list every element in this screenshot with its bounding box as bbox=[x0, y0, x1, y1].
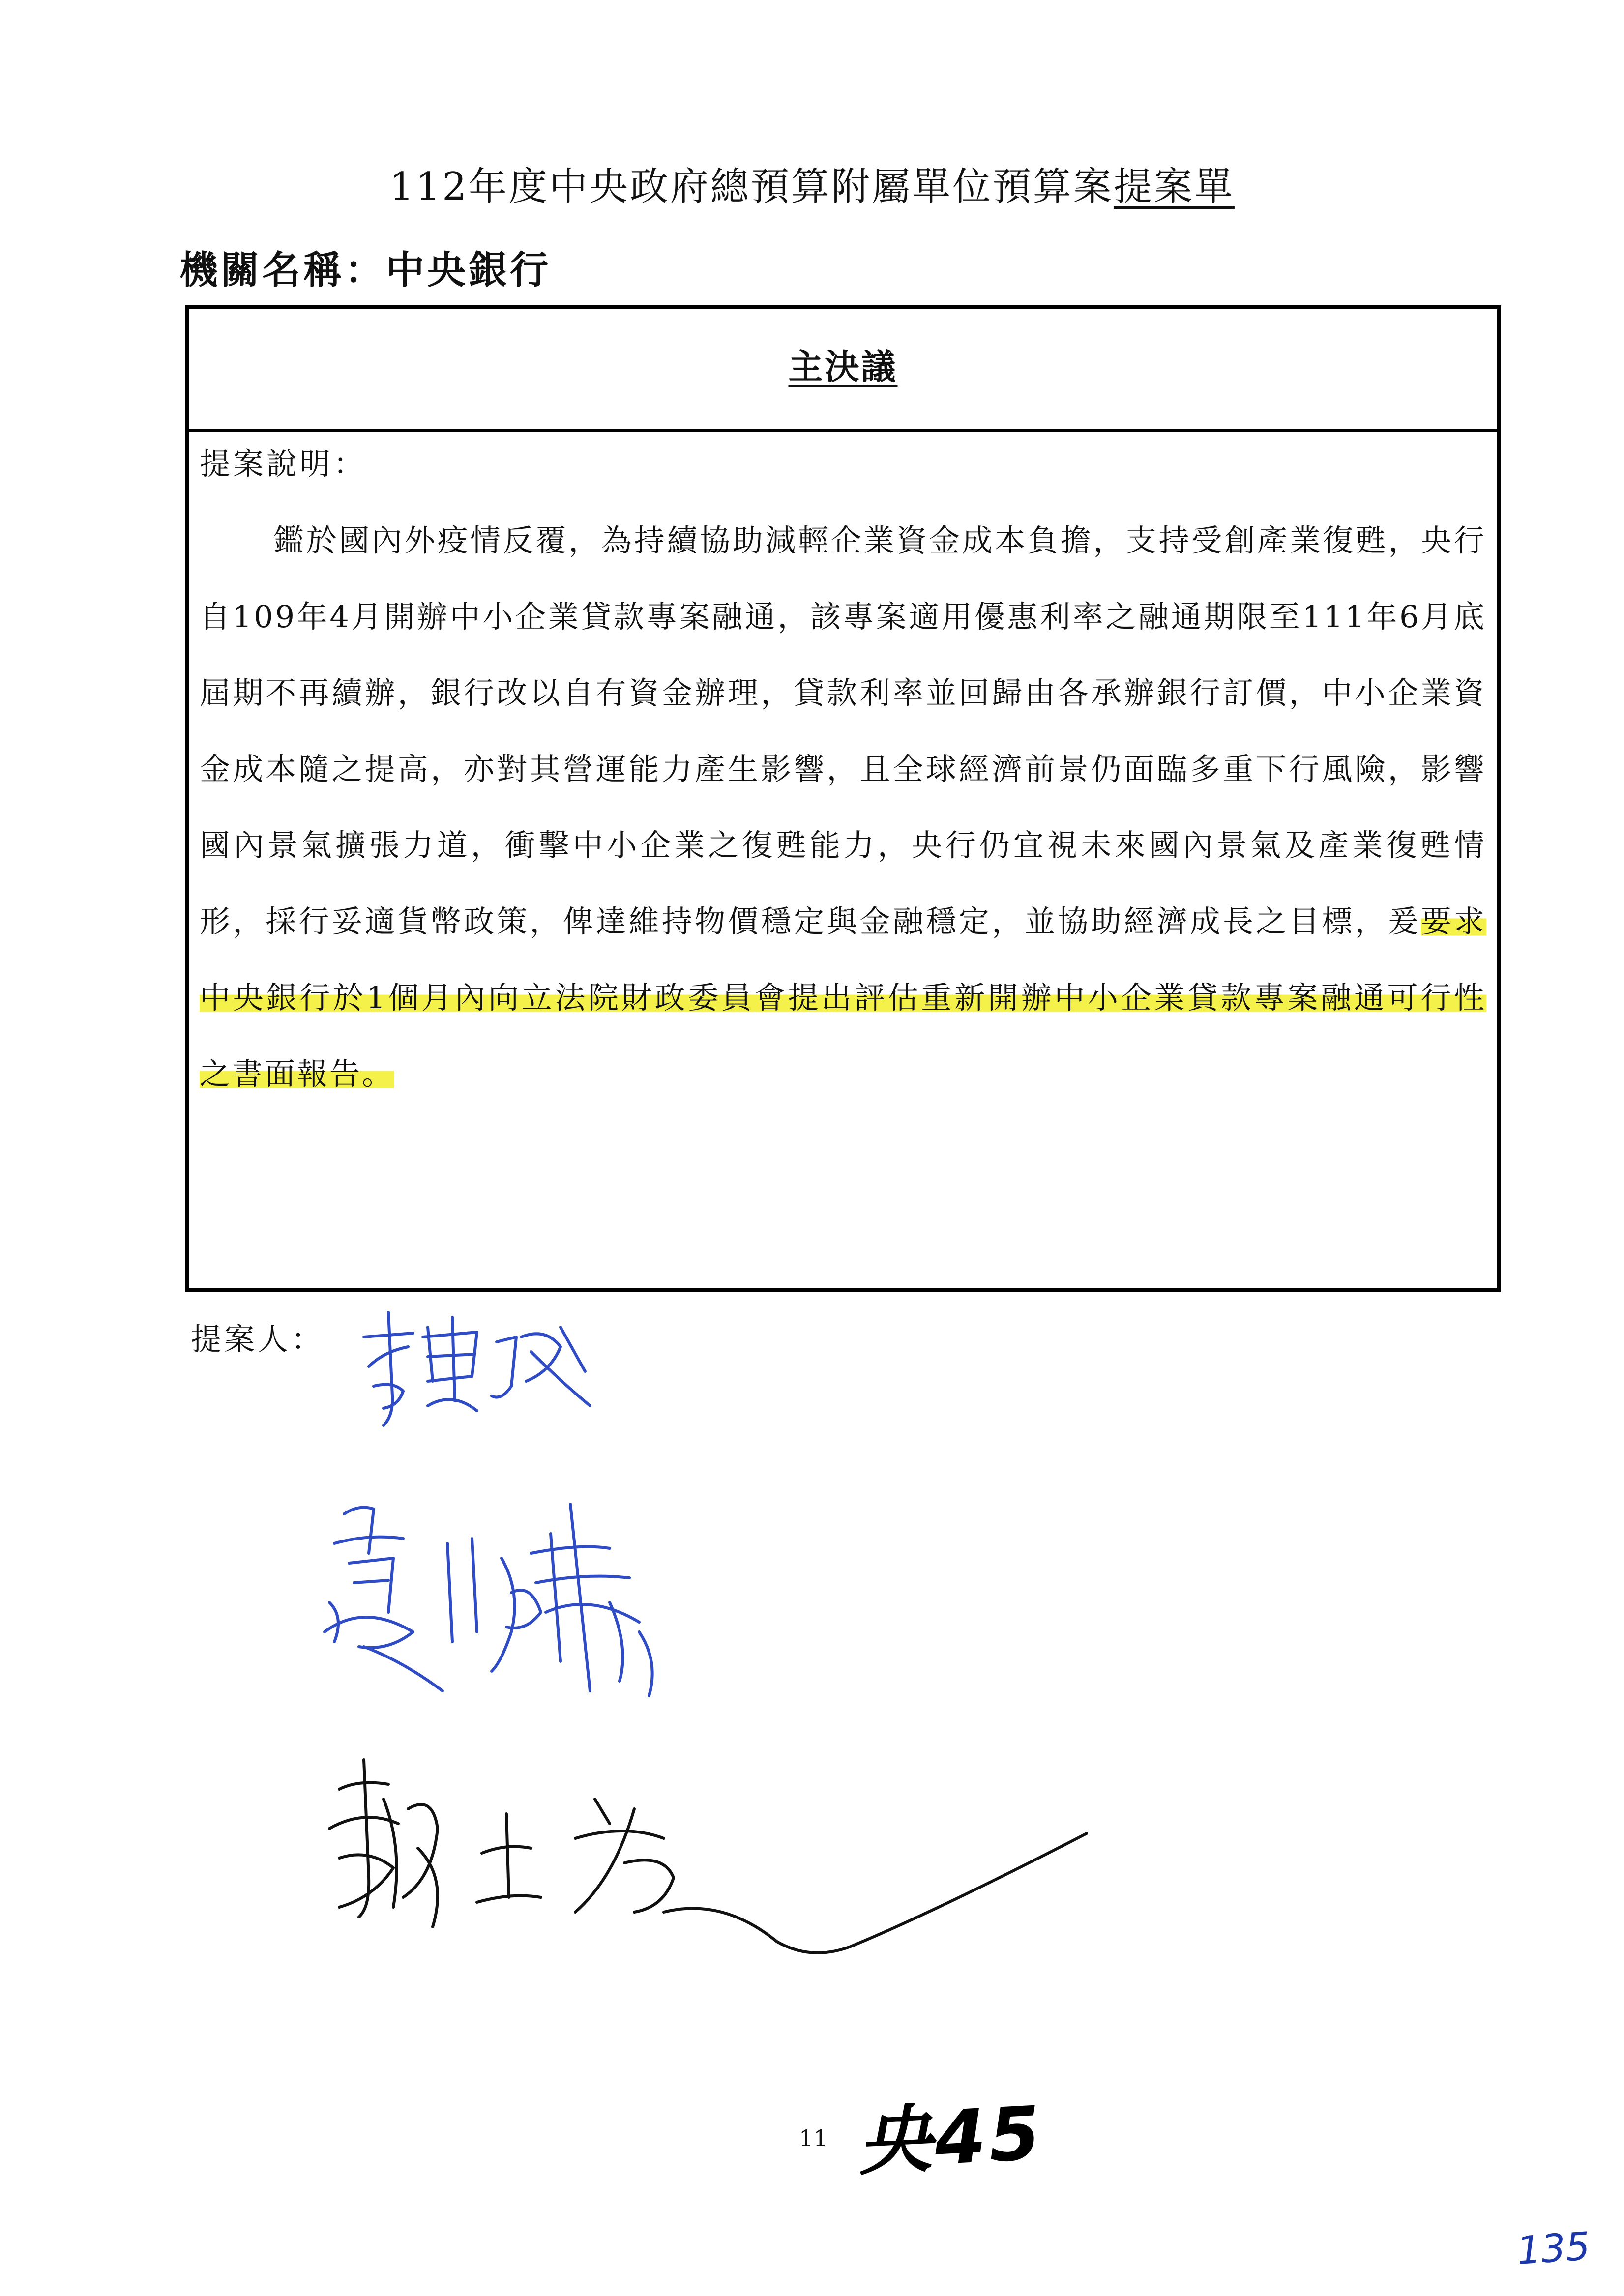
signature-1 bbox=[354, 1308, 610, 1445]
explanation-area bbox=[189, 432, 1497, 1288]
page-number: 11 bbox=[799, 2125, 828, 2151]
resolution-row bbox=[189, 309, 1497, 432]
corner-page-number: 135 bbox=[1515, 2224, 1592, 2274]
handwritten-stamp: 央45 bbox=[856, 2091, 1046, 2186]
resolution-heading: 主決議 bbox=[788, 347, 898, 387]
signature-3 bbox=[320, 1750, 1096, 1996]
proposer-label: 提案人： bbox=[191, 1321, 325, 1357]
proposal-frame bbox=[185, 305, 1501, 1292]
explanation-text bbox=[200, 502, 1486, 1112]
agency-name: 機關名稱：中央銀行 bbox=[179, 248, 552, 292]
signature-2 bbox=[315, 1484, 708, 1711]
explanation-plain: 鑑於國內外疫情反覆，為持續協助減輕企業資金成本負擔，支持受創產業復甦，央行自109年4月開辦中小企業貸款專案融通，該專案適用優惠利率之融通期限至111年6月底屆期不再續辦，銀行改以自有資金辦理，貸款利率並回歸由各承辦銀行訂價，中小企業資金成本隨之提高，亦對其營運能力產生影響，且全球經濟前景仍面臨多重下行風險，影響國內景氣擴張力道，衝擊中小企業之復甦能力，央行仍宜視未來國內景氣及產業復甦情形，採行妥適貨幣政策，俾達維持物價穩定與金融穩定，並協助經濟成長之目標，爰 bbox=[200, 523, 1486, 939]
explanation-highlighted: 要求中央銀行於1個月內向立法院財政委員會提出評估重新開辦中小企業貸款專案融通可行性之書面報告。 bbox=[200, 903, 1486, 1092]
title-prefix: 112年度中央政府總預算附屬單位預算案 bbox=[389, 165, 1114, 209]
document-title bbox=[0, 162, 1624, 211]
title-suffix: 提案單 bbox=[1113, 165, 1235, 209]
explanation-heading: 提案說明： bbox=[200, 446, 367, 482]
